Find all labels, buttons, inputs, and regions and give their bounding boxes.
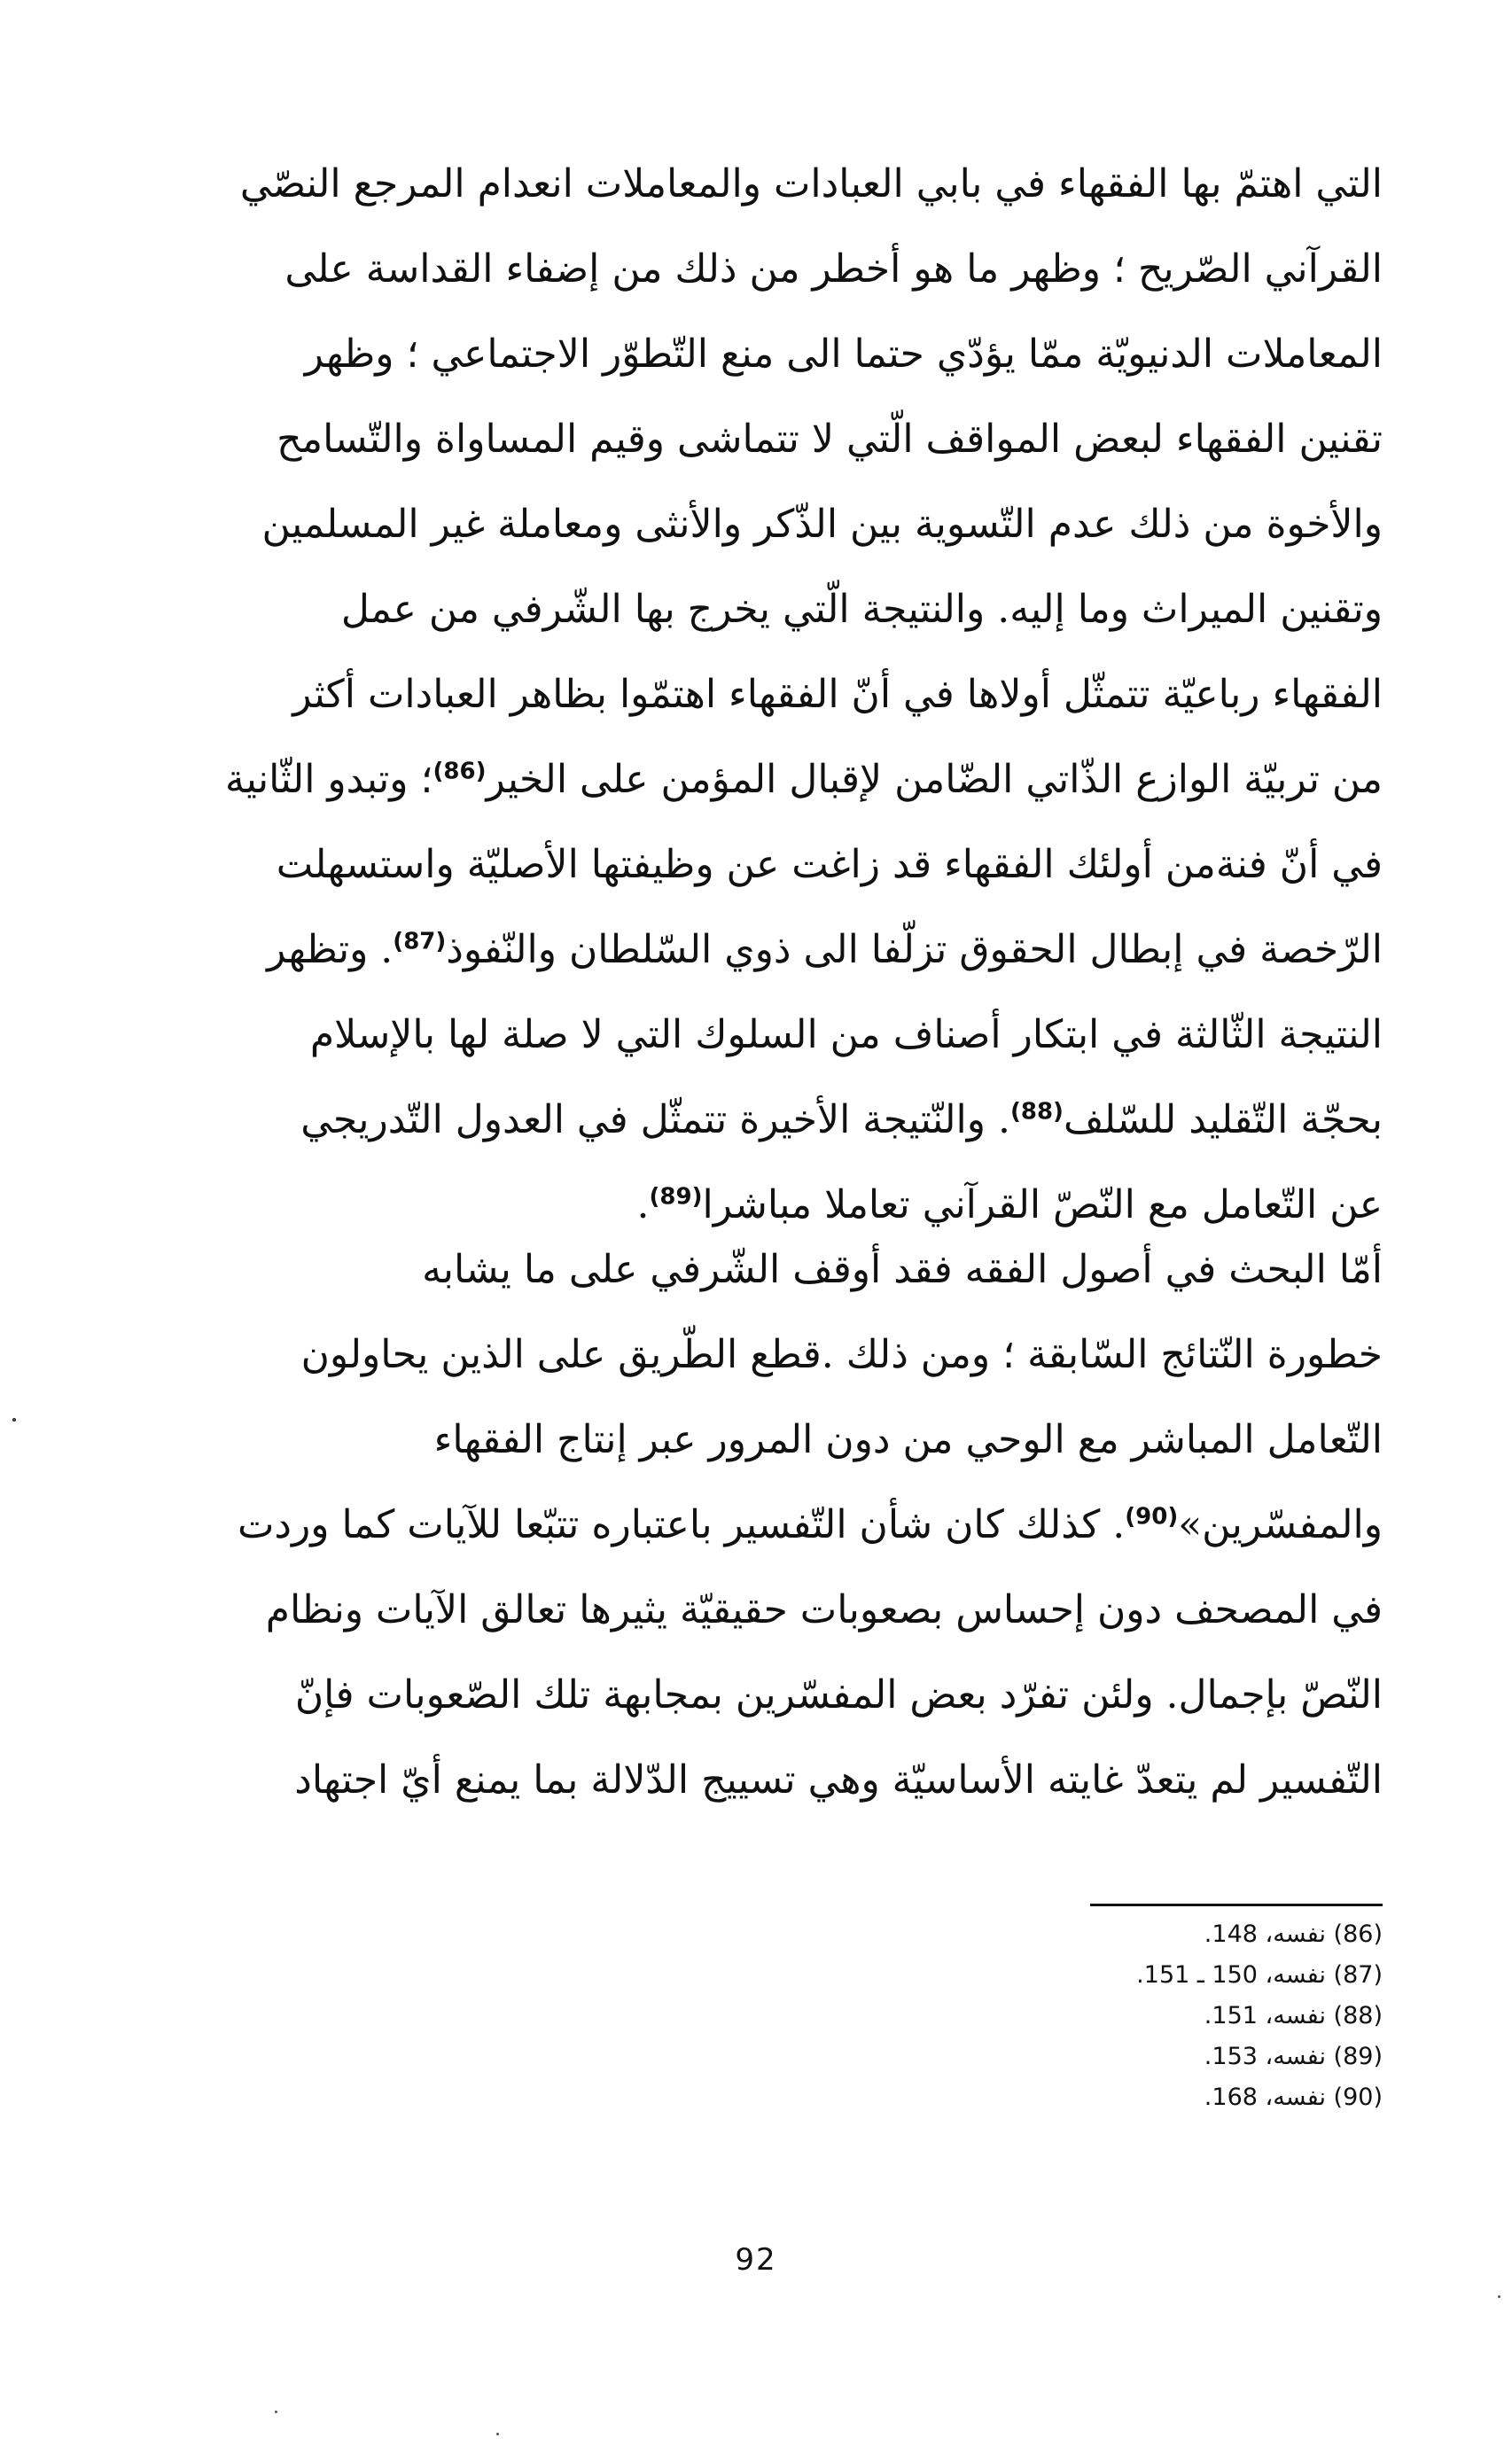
body-paragraph-2 <box>182 1227 1383 1823</box>
footnote-item: (87) نفسه، 150 ـ 151. <box>1136 1961 1383 1989</box>
text-line: القرآني الصّريح ؛ وظهر ما هو أخطر من ذلك من إضفاء القداسة على <box>284 246 1383 292</box>
scan-speck <box>1498 2295 1500 2298</box>
footnote-reference[interactable]: (87) <box>393 928 447 955</box>
scan-speck <box>496 2433 499 2435</box>
text-line: والمفسّرين»$^{(90)}$. كذلك كان شأن التّفسير باعتباره تتبّعا للآيات كما وردت <box>238 1502 1383 1547</box>
text-line: عن التّعامل مع النّصّ القرآني تعاملا مباشرا$^{(89)}$. <box>636 1182 1383 1227</box>
text-line: في أنّ فنةمن أولئك الفقهاء قد زاغت عن وظيفتها الأصليّة واستسهلت <box>276 842 1383 887</box>
footnote-reference[interactable]: (90) <box>1125 1503 1179 1531</box>
text-line: التّعامل المباشر مع الوحي من دون المرور عبر إنتاج الفقهاء <box>433 1417 1383 1462</box>
scan-speck <box>275 2411 277 2413</box>
text-line: وتقنين الميراث وما إليه. والنتيجة الّتي يخرج بها الشّرفي من عمل <box>340 587 1383 632</box>
footnote-item: (86) نفسه، 148. <box>1204 1920 1383 1948</box>
footnote-item: (90) نفسه، 168. <box>1204 2084 1383 2111</box>
footnote-reference[interactable]: (89) <box>649 1183 703 1211</box>
footnote-item: (88) نفسه، 151. <box>1204 2002 1383 2029</box>
text-line: من تربيّة الوازع الذّاتي الضّامن لإقبال المؤمن على الخير$^{(86)}$؛ وتبدو الثّانية <box>224 757 1383 802</box>
footnote-separator-rule <box>1090 1904 1383 1906</box>
text-line: الفقهاء رباعيّة تتمثّل أولاها في أنّ الفقهاء اهتمّوا بظاهر العبادات أكثر <box>292 672 1383 717</box>
text-line: النتيجة الثّالثة في ابتكار أصناف من السلوك التي لا صلة لها بالإسلام <box>309 1012 1383 1057</box>
text-line: المعاملات الدنيويّة ممّا يؤدّي حتما الى منع التّطوّر الاجتماعي ؛ وظهر <box>304 331 1383 377</box>
scan-margin-mark <box>12 1418 16 1422</box>
footnote-item: (89) نفسه، 153. <box>1204 2043 1383 2070</box>
body-paragraph-1 <box>182 142 1383 1248</box>
text-line: خطورة النّتائج السّابقة ؛ ومن ذلك .قطع الطّريق على الذين يحاولون <box>300 1332 1383 1377</box>
text-line: في المصحف دون إحساس بصعوبات حقيقيّة يثيرها تعالق الآيات ونظام <box>265 1587 1383 1632</box>
text-line: والأخوة من ذلك عدم التّسوية بين الذّكر والأنثى ومعاملة غير المسلمين <box>261 502 1383 547</box>
text-line: الرّخصة في إبطال الحقوق تزلّفا الى ذوي السّلطان والنّفوذ$^{(87)}$. وتظهر <box>267 927 1383 972</box>
text-line: النّصّ بإجمال. ولئن تفرّد بعض المفسّرين بمجابهة تلك الصّعوبات فإنّ <box>294 1672 1383 1718</box>
page-number: 92 <box>735 2242 777 2278</box>
footnote-reference[interactable]: (86) <box>433 758 487 785</box>
text-line: التّفسير لم يتعدّ غايته الأساسيّة وهي تسييج الدّلالة بما يمنع أيّ اجتهاد <box>294 1757 1383 1803</box>
text-line: التي اهتمّ بها الفقهاء في بابي العبادات والمعاملات انعدام المرجع النصّي <box>239 161 1383 206</box>
footnote-reference[interactable]: (88) <box>1009 1098 1064 1126</box>
text-line: أمّا البحث في أصول الفقه فقد أوقف الشّرفي على ما يشابه <box>422 1247 1383 1292</box>
text-line: بحجّة التّقليد للسّلف$^{(88)}$. والنّتيجة الأخيرة تتمثّل في العدول التّدريجي <box>300 1097 1383 1142</box>
footnotes-list <box>1028 1914 1383 2118</box>
text-line: تقنين الفقهاء لبعض المواقف الّتي لا تتماشى وقيم المساواة والتّسامح <box>277 417 1383 462</box>
